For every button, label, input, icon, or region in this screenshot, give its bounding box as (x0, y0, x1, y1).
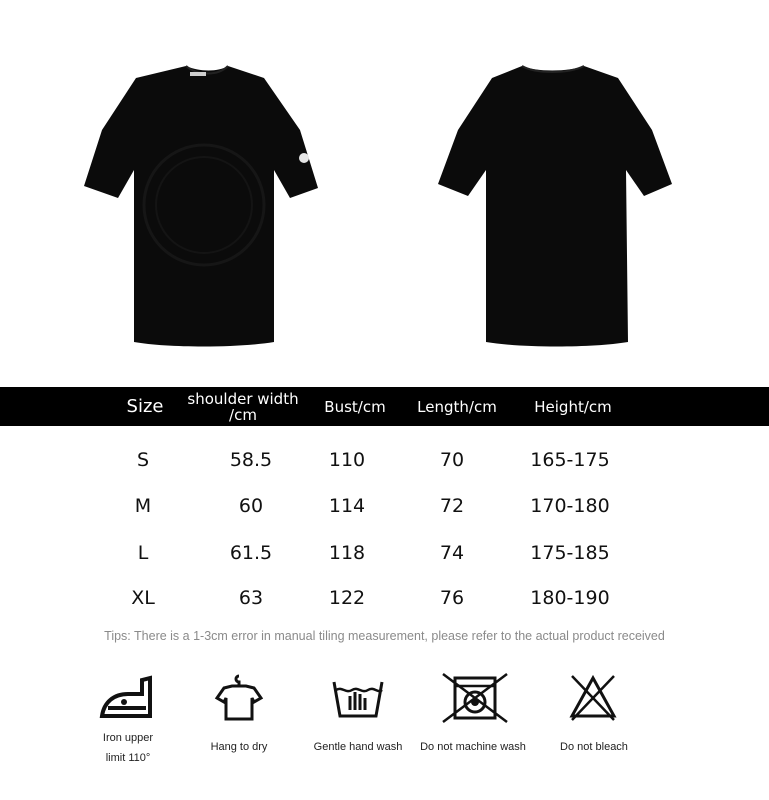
care-no-bleach (568, 672, 618, 724)
cell-length: 76 (439, 587, 465, 609)
table-row (0, 491, 769, 521)
cell-height: 175-185 (530, 542, 610, 564)
care-hand-wash-label: Gentle hand wash (313, 741, 403, 753)
header-shoulder-line2: /cm (229, 405, 257, 424)
care-iron-label-line1: Iron upper (102, 732, 154, 744)
cell-bust: 110 (328, 449, 366, 471)
cell-size: M (134, 495, 152, 517)
tshirt-back-image (432, 60, 676, 350)
table-row (0, 583, 769, 613)
cell-shoulder: 61.5 (229, 542, 273, 564)
product-photos (0, 0, 769, 385)
cell-bust: 122 (328, 587, 366, 609)
cell-bust: 118 (328, 542, 366, 564)
size-table-header (0, 387, 769, 426)
tshirt-front-image (78, 60, 324, 350)
cell-height: 170-180 (530, 495, 610, 517)
table-row (0, 538, 769, 568)
header-height: Height/cm (534, 397, 612, 416)
cell-shoulder: 63 (238, 587, 264, 609)
care-no-bleach-label: Do not bleach (560, 741, 628, 753)
cell-length: 70 (439, 449, 465, 471)
cell-size: L (137, 542, 149, 564)
care-no-machine-wash-label: Do not machine wash (420, 741, 526, 753)
cell-height: 180-190 (530, 587, 610, 609)
care-hand-wash (330, 672, 386, 724)
care-iron-label-line2: limit 110° (105, 752, 151, 764)
measurement-tips: Tips: There is a 1-3cm error in manual tiling measurement, please refer to the actual product received (104, 629, 665, 643)
care-hang-label: Hang to dry (210, 741, 268, 753)
header-shoulder-line1: shoulder width (187, 389, 299, 408)
cell-length: 74 (439, 542, 465, 564)
no-bleach-icon (568, 672, 618, 724)
header-length: Length/cm (417, 397, 497, 416)
care-hang (214, 672, 264, 724)
hand-wash-icon (330, 672, 386, 724)
hanger-shirt-icon (214, 672, 264, 724)
cell-height: 165-175 (530, 449, 610, 471)
iron-icon (98, 672, 156, 724)
cell-shoulder: 58.5 (229, 449, 273, 471)
cell-shoulder: 60 (238, 495, 264, 517)
header-size: Size (126, 396, 164, 417)
header-bust: Bust/cm (324, 397, 386, 416)
cell-length: 72 (439, 495, 465, 517)
care-no-machine-wash (441, 672, 509, 724)
header-shoulder-width (178, 387, 308, 426)
cell-size: S (136, 449, 150, 471)
cell-size: XL (131, 587, 155, 609)
care-iron (98, 672, 156, 724)
no-machine-wash-icon (441, 672, 509, 724)
care-iron-label (88, 728, 168, 768)
table-row (0, 445, 769, 475)
cell-bust: 114 (328, 495, 366, 517)
